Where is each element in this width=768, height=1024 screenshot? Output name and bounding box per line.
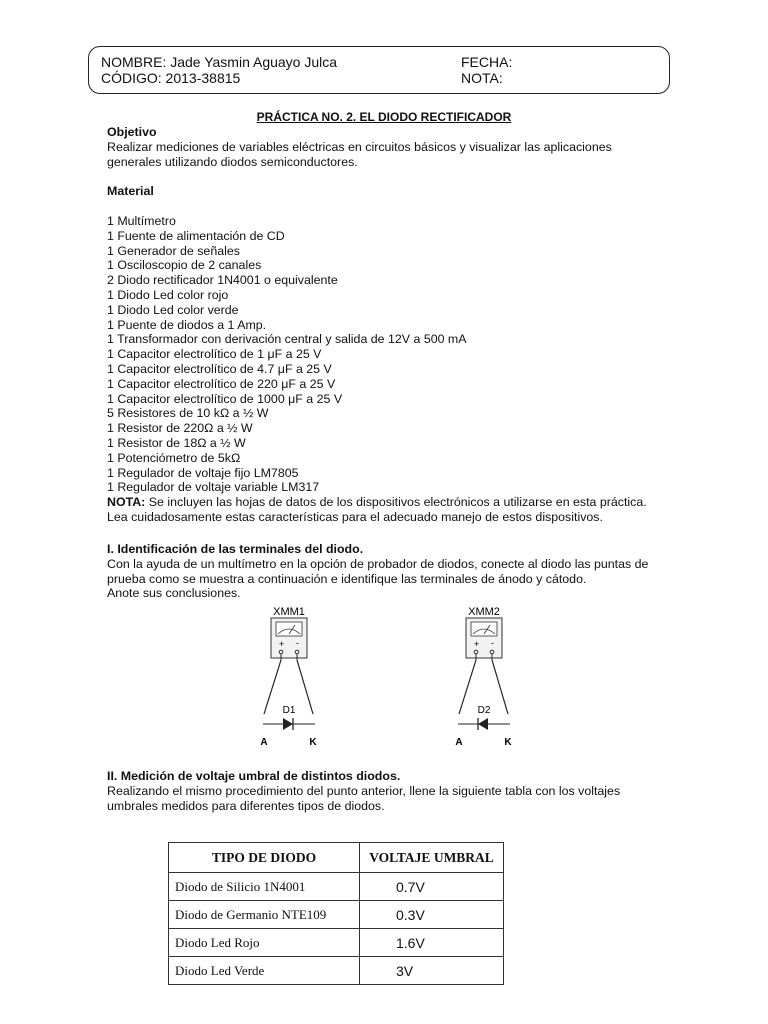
section2-heading: II. Medición de voltaje umbral de distintos diodos.: [107, 769, 401, 783]
objetivo-section: [107, 125, 612, 169]
probe-wire: [492, 660, 508, 714]
list-item: 5 Resistores de 10 kΩ a ½ W: [107, 406, 269, 421]
section2-line: Realizando el mismo procedimiento del punto anterior, llene la siguiente tabla con los voltajes: [107, 783, 621, 798]
diode-type-cell: Diodo Led Verde: [169, 957, 360, 985]
table-row: [169, 957, 504, 985]
nota-paragraph: [107, 495, 647, 510]
material-list: [107, 214, 647, 525]
circuit-diagram-1: [255, 602, 335, 750]
fecha-field: FECHA:: [461, 54, 513, 70]
column-header: VOLTAJE UMBRAL: [360, 843, 504, 873]
nota-field: NOTA:: [461, 70, 503, 86]
voltage-cell: 3V: [360, 957, 504, 985]
section1-line: Con la ayuda de un multímetro en la opción de probador de diodos, conecte al diodo las puntas de: [107, 556, 649, 571]
probe-wire: [459, 660, 476, 714]
list-item: 1 Capacitor electrolítico de 220 μF a 25 V: [107, 376, 336, 391]
header-box: [88, 46, 670, 94]
anode-label: A: [260, 737, 268, 748]
list-item: 1 Capacitor electrolítico de 1 μF a 25 V: [107, 347, 322, 362]
list-item: 1 Transformador con derivación central y salida de 12V a 500 mA: [107, 332, 467, 347]
cathode-label: K: [309, 737, 317, 748]
section2-line: umbrales medidos para diferentes tipos de diodos.: [107, 798, 385, 813]
voltage-table: [168, 842, 504, 985]
nota-label: NOTA:: [107, 495, 146, 510]
list-item: 1 Capacitor electrolítico de 4.7 μF a 25 V: [107, 361, 332, 376]
list-item: 1 Multímetro: [107, 214, 176, 228]
voltage-cell: 0.7V: [360, 873, 504, 901]
diode-type-cell: Diodo de Silicio 1N4001: [169, 873, 360, 901]
material-heading: Material: [107, 184, 154, 198]
circuit-diagram-2: [450, 602, 530, 750]
diode-symbol: [283, 718, 293, 730]
table-header-row: [169, 843, 504, 873]
section1-line: prueba como se muestra a continuación e identifique las terminales de ánodo y cátodo.: [107, 571, 587, 586]
plus-sign: +: [279, 639, 285, 649]
page-title: PRÁCTICA NO. 2. EL DIODO RECTIFICADOR: [256, 110, 512, 124]
plus-sign: +: [474, 639, 480, 649]
probe-wire: [297, 660, 313, 714]
nota-text: Se incluyen las hojas de datos de los dispositivos electrónicos a utilizarse en esta práctica.: [145, 495, 647, 510]
diode-label: D1: [282, 705, 296, 716]
nota-text-line2: Lea cuidadosamente estas características para el adecuado manejo de estos dispositivos.: [107, 509, 603, 524]
list-item: 1 Resistor de 220Ω a ½ W: [107, 421, 253, 436]
section2: [107, 769, 620, 813]
list-item: 1 Regulador de voltaje variable LM317: [107, 480, 320, 495]
minus-sign: -: [491, 638, 494, 648]
list-item: 1 Generador de señales: [107, 243, 240, 258]
list-item: 1 Osciloscopio de 2 canales: [107, 258, 262, 273]
anode-label: A: [455, 737, 463, 748]
list-item: 1 Regulador de voltaje fijo LM7805: [107, 465, 299, 480]
diode-symbol: [478, 718, 488, 730]
list-item: 1 Resistor de 18Ω a ½ W: [107, 435, 246, 450]
cathode-label: K: [504, 737, 512, 748]
probe-wire: [264, 660, 281, 714]
objetivo-line: generales utilizando diodos semiconductores.: [107, 154, 358, 169]
objetivo-heading: Objetivo: [107, 125, 157, 139]
list-item: 1 Puente de diodos a 1 Amp.: [107, 317, 267, 332]
nombre-field: NOMBRE: Jade Yasmin Aguayo Julca: [101, 54, 338, 70]
list-item: 1 Potenciómetro de 5kΩ: [107, 450, 241, 465]
diode-type-cell: Diodo de Germanio NTE109: [169, 901, 360, 929]
list-item: 1 Diodo Led color verde: [107, 302, 239, 317]
section1-heading: I. Identificación de las terminales del diodo.: [107, 542, 364, 556]
voltage-cell: 1.6V: [360, 929, 504, 957]
meter-label: XMM1: [273, 606, 305, 618]
codigo-field: CÓDIGO: 2013-38815: [101, 70, 241, 86]
column-header: TIPO DE DIODO: [169, 843, 360, 873]
list-item: 1 Capacitor electrolítico de 1000 μF a 25 V: [107, 391, 343, 406]
section1-line: Anote sus conclusiones.: [107, 586, 241, 601]
voltage-cell: 0.3V: [360, 901, 504, 929]
list-item: 2 Diodo rectificador 1N4001 o equivalente: [107, 273, 338, 288]
diode-label: D2: [477, 705, 491, 716]
table-row: [169, 901, 504, 929]
list-item: 1 Diodo Led color rojo: [107, 287, 229, 302]
minus-sign: -: [296, 638, 299, 648]
table-row: [169, 929, 504, 957]
meter-label: XMM2: [468, 606, 500, 618]
section1: [107, 542, 648, 601]
list-item: 1 Fuente de alimentación de CD: [107, 228, 285, 243]
diode-type-cell: Diodo Led Rojo: [169, 929, 360, 957]
table-row: [169, 873, 504, 901]
objetivo-line: Realizar mediciones de variables eléctricas en circuitos básicos y visualizar las aplicaciones: [107, 139, 612, 154]
